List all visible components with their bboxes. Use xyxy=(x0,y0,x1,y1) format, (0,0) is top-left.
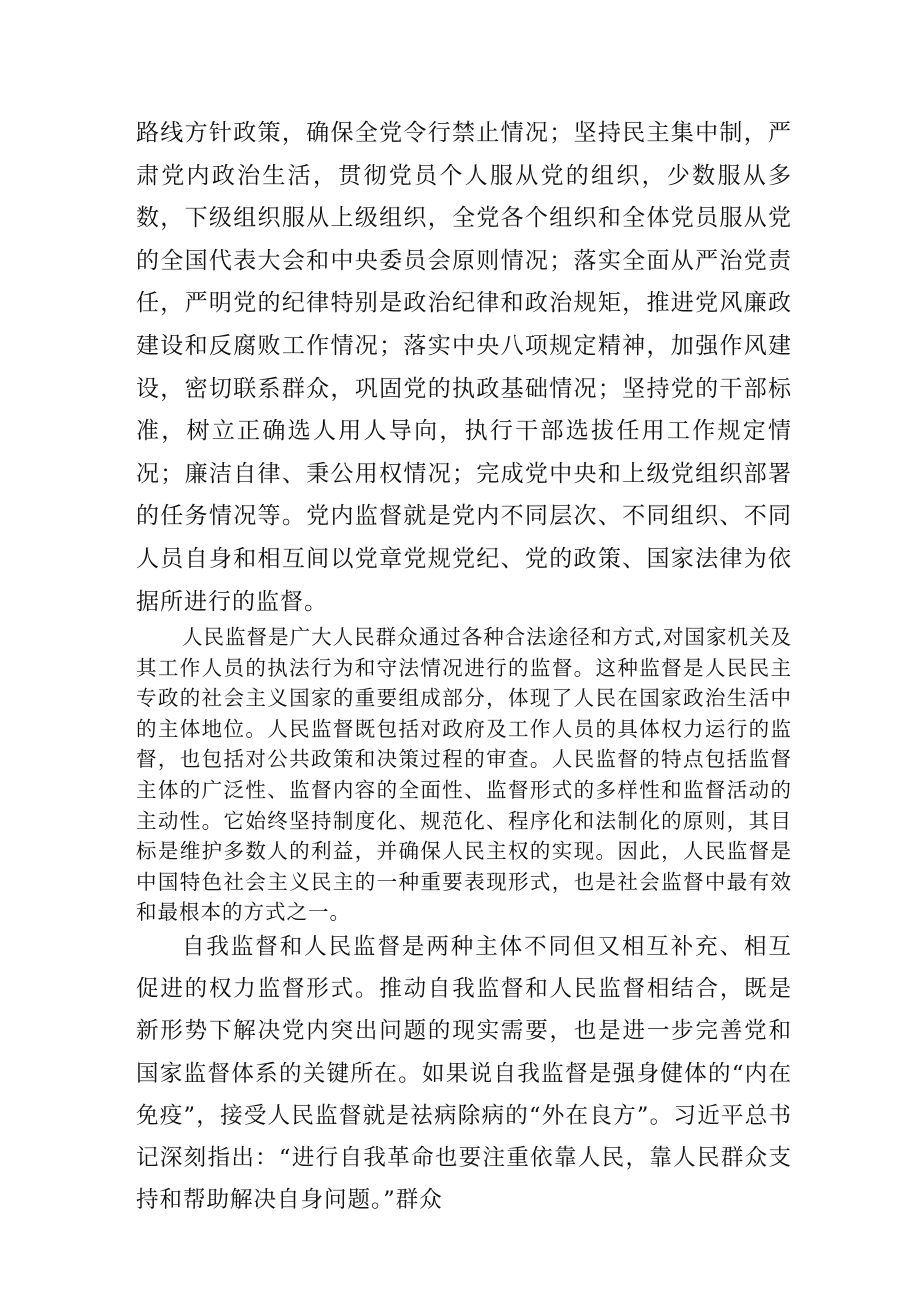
paragraph-party-supervision: 路线方针政策，确保全党令行禁止情况；坚持民主集中制，严肃党内政治生活，贯彻党员个人服从党的组织，少数服从多数，下级组织服从上级组织，全党各个组织和全体党员服从党的全国代表大会和中央委员会原则情况；落实全面从严治党责任，严明党的纪律特别是政治纪律和政治规矩，推进党风廉政建设和反腐败工作情况；落实中央八项规定精神，加强作风建设，密切联系群众，巩固党的执政基础情况；坚持党的干部标准，树立正确选人用人导向，执行干部选拔任用工作规定情况；廉洁自律、秉公用权情况；完成党中央和上级党组织部署的任务情况等。党内监督就是党内不同层次、不同组织、不同人员自身和相互间以党章党规党纪、党的政策、国家法律为依据所进行的监督。 xyxy=(136,120,792,615)
paragraph-combined-supervision: 自我监督和人民监督是两种主体不同但又相互补充、相互促进的权力监督形式。推动自我监督和人民监督相结合，既是新形势下解决党内突出问题的现实需要，也是进一步完善党和国家监督体系的关键所在。如果说自我监督是强身健体的“内在免疫”，接受人民监督就是祛病除病的“外在良方”。习近平总书记深刻指出：“进行自我革命也要注重依靠人民，靠人民群众支持和帮助解决自身问题。”群众 xyxy=(136,934,792,1214)
paragraph-people-supervision: 人民监督是广大人民群众通过各种合法途径和方式,对国家机关及其工作人员的执法行为和守法情况进行的监督。这种监督是人民民主专政的社会主义国家的重要组成部分，体现了人民在国家政治生活中的主体地位。人民监督既包括对政府及工作人员的具体权力运行的监督，也包括对公共政策和决策过程的审查。人民监督的特点包括监督主体的广泛性、监督内容的全面性、监督形式的多样性和监督活动的主动性。它始终坚持制度化、规范化、程序化和法制化的原则，其目标是维护多数人的利益，并确保人民主权的实现。因此，人民监督是中国特色社会主义民主的一种重要表现形式，也是社会监督中最有效和最根本的方式之一。 xyxy=(136,625,792,925)
